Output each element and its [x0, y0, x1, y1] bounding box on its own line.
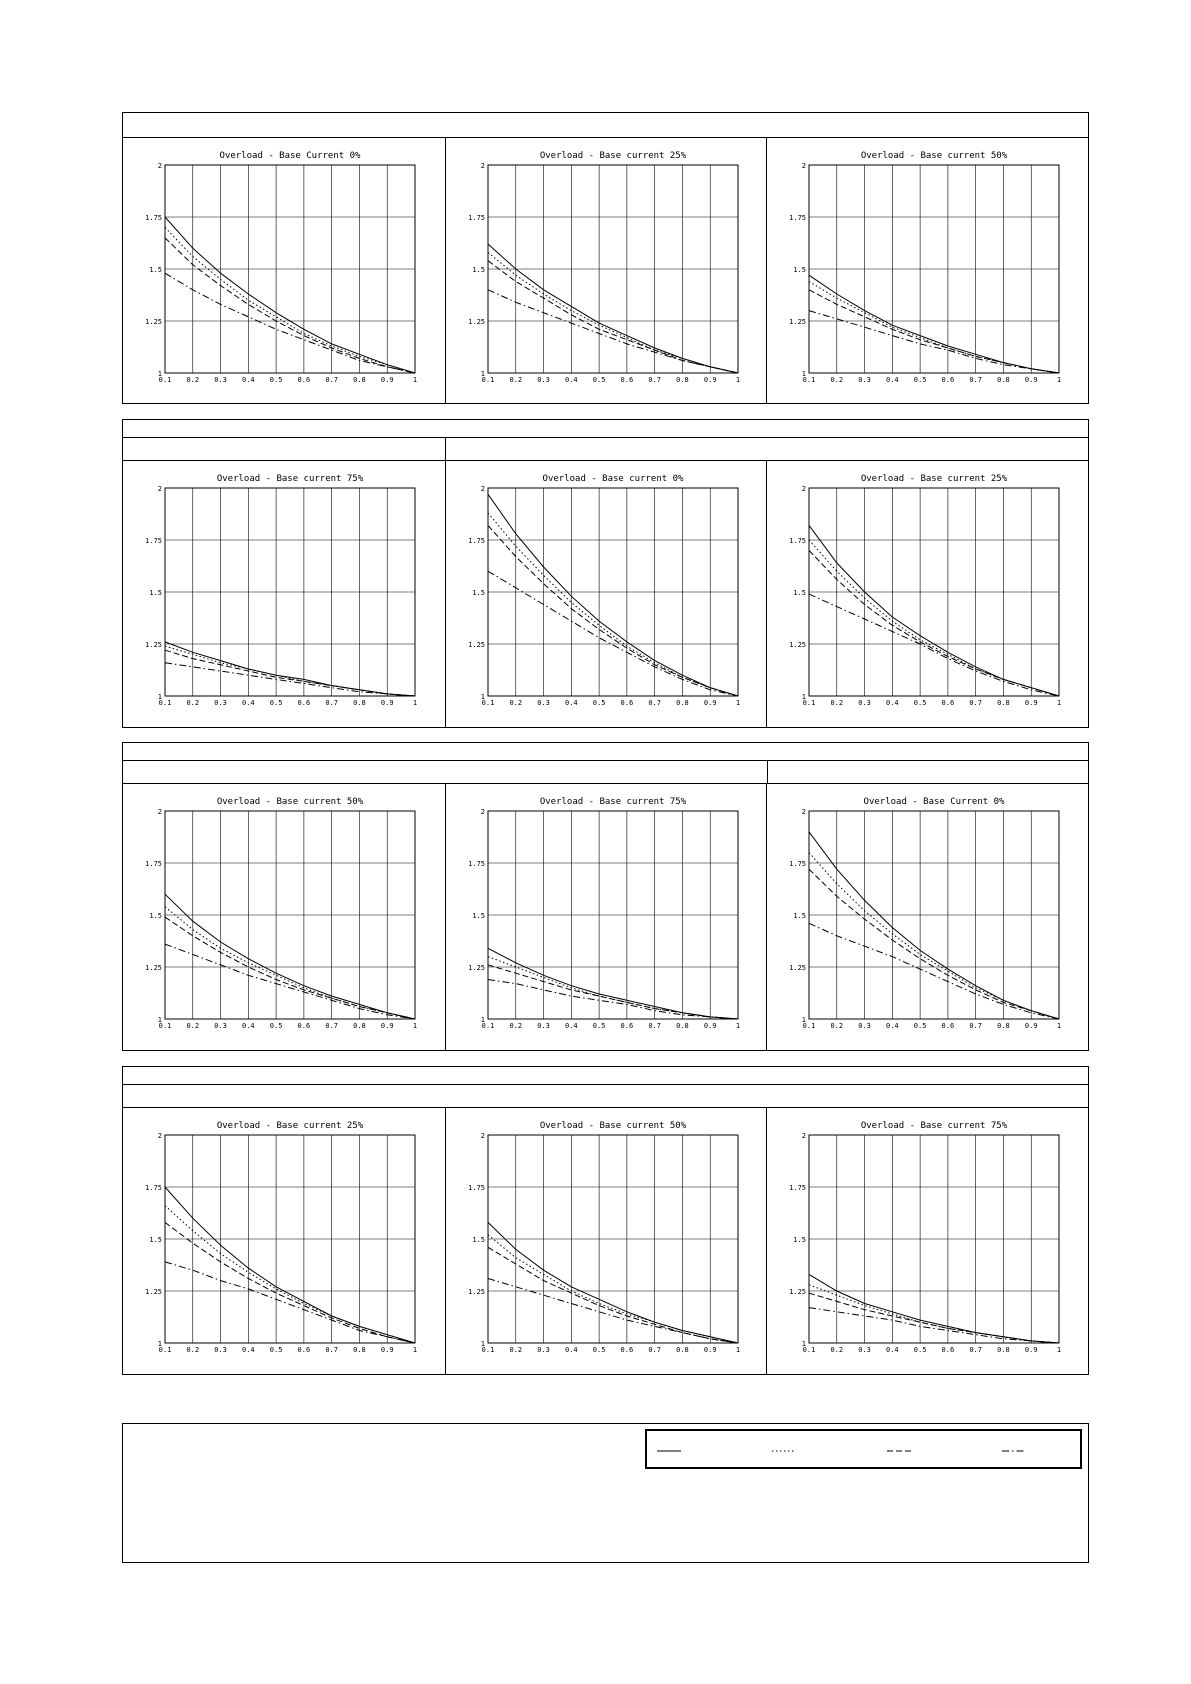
chart-title: Overload - Base current 50%	[860, 151, 1008, 161]
x-tick-label: 0.3	[214, 699, 227, 707]
x-tick-label: 0.3	[537, 1346, 550, 1354]
series-line-dotted	[809, 853, 1059, 1019]
x-tick-label: 1	[412, 1022, 418, 1030]
chart-12	[767, 1108, 1089, 1374]
x-tick-label: 1	[412, 1346, 418, 1354]
chart-cell-12	[767, 1108, 1089, 1374]
x-tick-label: 0.2	[186, 376, 200, 384]
x-tick-label: 0.6	[620, 1346, 634, 1354]
y-tick-label: 1.75	[789, 860, 806, 868]
x-tick-label: 0.3	[858, 1346, 871, 1354]
y-tick-label: 1.25	[468, 1288, 485, 1296]
section-1-header-row	[123, 113, 1088, 138]
chart-1	[123, 138, 445, 404]
y-tick-label: 1.25	[145, 318, 162, 326]
x-tick-label: 0.6	[941, 1346, 955, 1354]
x-tick-label: 0.5	[592, 376, 606, 384]
y-tick-label: 1.75	[789, 537, 806, 545]
x-tick-label: 0.4	[565, 1346, 578, 1354]
x-tick-label: 0.9	[1024, 1346, 1038, 1354]
chart-cell-4	[123, 461, 445, 727]
series-line-dashed	[165, 650, 415, 696]
x-tick-label: 0.8	[676, 376, 689, 384]
series-line-solid	[809, 832, 1059, 1019]
x-tick-label: 1	[735, 699, 741, 707]
y-tick-label: 1.5	[472, 266, 485, 274]
y-tick-label: 1.5	[472, 589, 485, 597]
x-tick-label: 0.8	[997, 1022, 1010, 1030]
y-tick-label: 1.25	[789, 964, 806, 972]
x-tick-label: 0.2	[186, 1022, 200, 1030]
x-tick-label: 0.2	[830, 1346, 844, 1354]
x-tick-label: 0.2	[186, 699, 200, 707]
series-line-dotted	[809, 540, 1059, 696]
section-3-header-row-1	[123, 743, 1088, 761]
chart-cell-10	[123, 1108, 445, 1374]
x-tick-label: 0.6	[620, 1022, 634, 1030]
x-tick-label: 0.7	[648, 1346, 661, 1354]
x-tick-label: 0.4	[886, 376, 899, 384]
y-tick-label: 1	[801, 1016, 806, 1024]
x-tick-label: 0.1	[802, 376, 816, 384]
x-tick-label: 1	[735, 1022, 741, 1030]
chart-title: Overload - Base current 25%	[216, 1121, 364, 1131]
series-line-solid	[165, 1187, 415, 1343]
x-tick-label: 0.6	[297, 1022, 311, 1030]
chart-3	[767, 138, 1089, 404]
x-tick-label: 0.3	[214, 376, 227, 384]
chart-6	[767, 461, 1089, 727]
x-tick-label: 0.7	[648, 1022, 661, 1030]
section-3-header-row-2	[123, 761, 1088, 784]
y-tick-label: 1	[157, 1340, 162, 1348]
series-line-dashed	[165, 1222, 415, 1343]
chart-title: Overload - Base current 75%	[216, 474, 364, 484]
series-line-solid	[488, 244, 738, 373]
x-tick-label: 0.9	[380, 376, 394, 384]
x-tick-label: 0.7	[648, 376, 661, 384]
x-tick-label: 0.7	[325, 1346, 338, 1354]
y-tick-label: 2	[801, 808, 806, 816]
chart-title: Overload - Base Current 0%	[219, 151, 361, 161]
y-tick-label: 1.25	[789, 318, 806, 326]
x-tick-label: 0.5	[592, 1346, 606, 1354]
y-tick-label: 1.25	[468, 318, 485, 326]
series-line-dashed	[488, 261, 738, 373]
series-line-dashed	[809, 869, 1059, 1019]
x-tick-label: 0.4	[242, 1346, 255, 1354]
chart-title: Overload - Base current 25%	[539, 151, 687, 161]
legend-swatches	[647, 1431, 1080, 1467]
series-line-dotted	[809, 282, 1059, 374]
x-tick-label: 0.4	[886, 1346, 899, 1354]
y-tick-label: 1	[480, 370, 485, 378]
section-4-header-row-2	[123, 1085, 1088, 1108]
x-tick-label: 1	[735, 376, 741, 384]
x-tick-label: 0.1	[481, 1022, 495, 1030]
x-tick-label: 0.1	[481, 699, 495, 707]
series-line-dashed	[809, 1293, 1059, 1343]
y-tick-label: 1	[157, 1016, 162, 1024]
x-tick-label: 0.9	[1024, 376, 1038, 384]
y-tick-label: 1.5	[472, 912, 485, 920]
y-tick-label: 1	[480, 1016, 485, 1024]
chart-cell-5	[445, 461, 767, 727]
series-line-dashdot	[809, 311, 1059, 373]
y-tick-label: 1.25	[145, 964, 162, 972]
x-tick-label: 0.7	[969, 376, 982, 384]
chart-7	[123, 784, 445, 1050]
chart-title: Overload - Base current 75%	[539, 797, 687, 807]
series-line-solid	[488, 948, 738, 1019]
chart-2	[446, 138, 768, 404]
chart-11	[446, 1108, 768, 1374]
x-tick-label: 0.6	[297, 376, 311, 384]
x-tick-label: 0.2	[509, 1346, 523, 1354]
y-tick-label: 1.75	[145, 860, 162, 868]
x-tick-label: 0.7	[969, 1022, 982, 1030]
x-tick-label: 0.8	[353, 376, 366, 384]
chart-section-3	[122, 742, 1089, 1051]
y-tick-label: 1.25	[145, 1288, 162, 1296]
series-line-dotted	[488, 252, 738, 373]
x-tick-label: 0.1	[158, 699, 172, 707]
y-tick-label: 1.75	[789, 214, 806, 222]
legend-section	[122, 1423, 1089, 1563]
section-2-header-row-1	[123, 420, 1088, 438]
x-tick-label: 1	[412, 376, 418, 384]
x-tick-label: 1	[1056, 376, 1062, 384]
x-tick-label: 0.5	[269, 699, 283, 707]
x-tick-label: 0.3	[214, 1346, 227, 1354]
y-tick-label: 1.25	[145, 641, 162, 649]
x-tick-label: 0.6	[297, 1346, 311, 1354]
y-tick-label: 1.5	[793, 912, 806, 920]
series-line-dotted	[165, 227, 415, 373]
x-tick-label: 0.1	[802, 699, 816, 707]
series-line-dashed	[488, 1247, 738, 1343]
y-tick-label: 1.75	[468, 537, 485, 545]
series-line-dashdot	[809, 594, 1059, 696]
x-tick-label: 0.8	[997, 1346, 1010, 1354]
y-tick-label: 1.5	[472, 1236, 485, 1244]
x-tick-label: 0.7	[969, 699, 982, 707]
y-tick-label: 1.75	[789, 1184, 806, 1192]
chart-cell-2	[445, 138, 767, 404]
series-line-dashed	[488, 525, 738, 696]
series-line-dashdot	[165, 273, 415, 373]
x-tick-label: 1	[1056, 1346, 1062, 1354]
y-tick-label: 1.75	[468, 1184, 485, 1192]
x-tick-label: 0.8	[353, 699, 366, 707]
x-tick-label: 0.6	[297, 699, 311, 707]
x-tick-label: 0.6	[941, 699, 955, 707]
section-3-header-divider	[767, 761, 768, 783]
y-tick-label: 2	[801, 162, 806, 170]
x-tick-label: 0.4	[242, 376, 255, 384]
series-line-solid	[165, 642, 415, 696]
chart-cell-6	[767, 461, 1089, 727]
x-tick-label: 0.4	[886, 1022, 899, 1030]
x-tick-label: 0.1	[481, 376, 495, 384]
x-tick-label: 0.7	[648, 699, 661, 707]
x-tick-label: 0.8	[676, 699, 689, 707]
x-tick-label: 0.9	[1024, 699, 1038, 707]
x-tick-label: 0.3	[537, 1022, 550, 1030]
x-tick-label: 0.5	[913, 1346, 927, 1354]
y-tick-label: 1.75	[145, 1184, 162, 1192]
chart-cell-8	[445, 784, 767, 1050]
chart-cell-1	[123, 138, 445, 404]
y-tick-label: 1	[480, 693, 485, 701]
section-2-header-row-2	[123, 438, 1088, 461]
y-tick-label: 1.25	[789, 1288, 806, 1296]
x-tick-label: 0.2	[830, 376, 844, 384]
x-tick-label: 0.9	[1024, 1022, 1038, 1030]
x-tick-label: 0.2	[830, 699, 844, 707]
x-tick-label: 0.5	[913, 1022, 927, 1030]
y-tick-label: 2	[480, 485, 485, 493]
chart-title: Overload - Base current 50%	[539, 1121, 687, 1131]
x-tick-label: 0.3	[858, 1022, 871, 1030]
y-tick-label: 1.5	[149, 266, 162, 274]
series-line-dashed	[809, 550, 1059, 696]
y-tick-label: 1	[801, 370, 806, 378]
x-tick-label: 0.1	[158, 1346, 172, 1354]
chart-section-4	[122, 1066, 1089, 1375]
y-tick-label: 1.5	[149, 589, 162, 597]
series-line-dashdot	[165, 1262, 415, 1343]
y-tick-label: 1.75	[145, 214, 162, 222]
x-tick-label: 0.6	[941, 376, 955, 384]
series-line-dashdot	[165, 944, 415, 1019]
x-tick-label: 0.4	[565, 376, 578, 384]
y-tick-label: 1.75	[145, 537, 162, 545]
x-tick-label: 0.4	[886, 699, 899, 707]
y-tick-label: 1.25	[468, 964, 485, 972]
x-tick-label: 0.8	[676, 1346, 689, 1354]
x-tick-label: 0.7	[325, 1022, 338, 1030]
y-tick-label: 1	[480, 1340, 485, 1348]
series-line-dotted	[809, 1285, 1059, 1343]
chart-title: Overload - Base current 25%	[860, 474, 1008, 484]
x-tick-label: 0.1	[481, 1346, 495, 1354]
chart-title: Overload - Base current 0%	[542, 474, 684, 484]
y-tick-label: 2	[157, 808, 162, 816]
y-tick-label: 1.5	[793, 1236, 806, 1244]
x-tick-label: 0.6	[941, 1022, 955, 1030]
x-tick-label: 0.9	[703, 1022, 717, 1030]
x-tick-label: 1	[735, 1346, 741, 1354]
series-line-dashed	[165, 917, 415, 1019]
y-tick-label: 1	[801, 1340, 806, 1348]
x-tick-label: 0.4	[242, 1022, 255, 1030]
y-tick-label: 1.25	[468, 641, 485, 649]
x-tick-label: 0.2	[830, 1022, 844, 1030]
x-tick-label: 0.5	[913, 376, 927, 384]
series-line-dotted	[488, 513, 738, 696]
chart-title: Overload - Base current 75%	[860, 1121, 1008, 1131]
x-tick-label: 0.2	[509, 699, 523, 707]
x-tick-label: 0.5	[269, 376, 283, 384]
series-line-dotted	[488, 1235, 738, 1343]
x-tick-label: 0.8	[676, 1022, 689, 1030]
x-tick-label: 0.9	[703, 376, 717, 384]
y-tick-label: 2	[157, 162, 162, 170]
y-tick-label: 1.5	[793, 589, 806, 597]
x-tick-label: 0.4	[565, 1022, 578, 1030]
y-tick-label: 2	[801, 1132, 806, 1140]
x-tick-label: 0.8	[353, 1346, 366, 1354]
y-tick-label: 1.5	[149, 912, 162, 920]
x-tick-label: 0.5	[269, 1022, 283, 1030]
x-tick-label: 1	[1056, 1022, 1062, 1030]
series-line-dotted	[165, 907, 415, 1019]
series-line-dashed	[165, 238, 415, 373]
x-tick-label: 0.9	[380, 1346, 394, 1354]
y-tick-label: 2	[801, 485, 806, 493]
chart-cell-11	[445, 1108, 767, 1374]
y-tick-label: 1	[157, 370, 162, 378]
series-line-dotted	[165, 646, 415, 696]
chart-4	[123, 461, 445, 727]
x-tick-label: 0.4	[565, 699, 578, 707]
y-tick-label: 1.5	[149, 1236, 162, 1244]
series-line-solid	[809, 525, 1059, 696]
x-tick-label: 0.8	[997, 376, 1010, 384]
y-tick-label: 2	[157, 1132, 162, 1140]
chart-cell-9	[767, 784, 1089, 1050]
y-tick-label: 1.75	[468, 860, 485, 868]
x-tick-label: 0.1	[158, 1022, 172, 1030]
series-line-solid	[488, 494, 738, 696]
series-line-solid	[165, 894, 415, 1019]
x-tick-label: 0.1	[158, 376, 172, 384]
x-tick-label: 0.9	[703, 699, 717, 707]
chart-cell-7	[123, 784, 445, 1050]
x-tick-label: 0.3	[214, 1022, 227, 1030]
chart-section-2	[122, 419, 1089, 728]
line-style-legend	[645, 1429, 1082, 1469]
x-tick-label: 0.7	[325, 699, 338, 707]
x-tick-label: 0.4	[242, 699, 255, 707]
x-tick-label: 0.9	[380, 1022, 394, 1030]
y-tick-label: 1.75	[468, 214, 485, 222]
y-tick-label: 2	[480, 1132, 485, 1140]
chart-title: Overload - Base current 50%	[216, 797, 364, 807]
x-tick-label: 0.3	[537, 376, 550, 384]
x-tick-label: 0.2	[186, 1346, 200, 1354]
y-tick-label: 2	[157, 485, 162, 493]
chart-section-1	[122, 112, 1089, 404]
x-tick-label: 0.2	[509, 1022, 523, 1030]
series-line-dotted	[488, 957, 738, 1019]
series-line-dashdot	[488, 571, 738, 696]
x-tick-label: 0.5	[592, 1022, 606, 1030]
y-tick-label: 1	[157, 693, 162, 701]
x-tick-label: 0.5	[592, 699, 606, 707]
section-2-header-divider	[445, 438, 446, 460]
chart-10	[123, 1108, 445, 1374]
x-tick-label: 0.5	[913, 699, 927, 707]
x-tick-label: 0.6	[620, 699, 634, 707]
series-line-solid	[165, 217, 415, 373]
series-line-dashed	[809, 290, 1059, 373]
series-line-solid	[809, 1274, 1059, 1343]
chart-title: Overload - Base Current 0%	[863, 797, 1005, 807]
x-tick-label: 0.3	[858, 699, 871, 707]
chart-9	[767, 784, 1089, 1050]
x-tick-label: 0.8	[997, 699, 1010, 707]
x-tick-label: 0.1	[802, 1022, 816, 1030]
chart-5	[446, 461, 768, 727]
y-tick-label: 1.25	[789, 641, 806, 649]
y-tick-label: 2	[480, 162, 485, 170]
series-line-solid	[488, 1222, 738, 1343]
x-tick-label: 0.2	[509, 376, 523, 384]
series-line-solid	[809, 275, 1059, 373]
x-tick-label: 0.8	[353, 1022, 366, 1030]
y-tick-label: 2	[480, 808, 485, 816]
x-tick-label: 0.5	[269, 1346, 283, 1354]
x-tick-label: 0.7	[325, 376, 338, 384]
x-tick-label: 0.3	[858, 376, 871, 384]
y-tick-label: 1	[801, 693, 806, 701]
x-tick-label: 0.1	[802, 1346, 816, 1354]
series-line-dashed	[488, 965, 738, 1019]
section-4-header-row-1	[123, 1067, 1088, 1085]
chart-cell-3	[767, 138, 1089, 404]
x-tick-label: 0.3	[537, 699, 550, 707]
x-tick-label: 0.7	[969, 1346, 982, 1354]
chart-8	[446, 784, 768, 1050]
x-tick-label: 0.9	[703, 1346, 717, 1354]
x-tick-label: 1	[1056, 699, 1062, 707]
x-tick-label: 1	[412, 699, 418, 707]
x-tick-label: 0.9	[380, 699, 394, 707]
series-line-dashdot	[809, 923, 1059, 1019]
y-tick-label: 1.5	[793, 266, 806, 274]
x-tick-label: 0.6	[620, 376, 634, 384]
